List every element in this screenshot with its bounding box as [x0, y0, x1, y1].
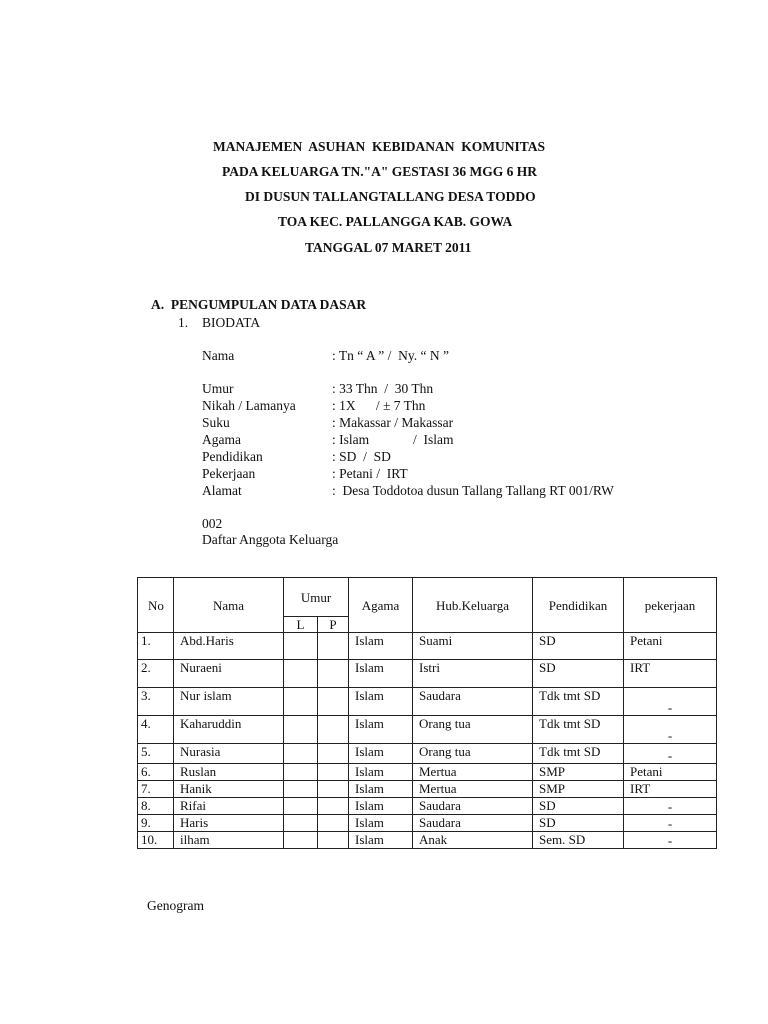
cell-umur-l [284, 798, 318, 815]
biodata-value: : Makassar / Makassar [332, 415, 454, 430]
header-l: L [284, 617, 318, 633]
cell-umur-p [318, 660, 349, 688]
title-line-3: DI DUSUN TALLANGTALLANG DESA TODDO [245, 189, 536, 204]
biodata-label: Agama [202, 432, 241, 447]
cell-umur-p [318, 815, 349, 832]
cell-no: 8. [138, 798, 174, 815]
table-row [138, 815, 717, 832]
cell-no: 5. [138, 744, 174, 764]
biodata-label: Nama [202, 348, 235, 363]
cell-umur-l [284, 764, 318, 781]
cell-umur-p [318, 832, 349, 849]
biodata-value: : Petani / IRT [332, 466, 408, 481]
header-p: P [318, 617, 349, 633]
cell-pendidikan: Tdk tmt SD [533, 716, 624, 744]
biodata-value: : SD / SD [332, 449, 391, 464]
biodata-value: : Islam / Islam [332, 432, 454, 447]
cell-umur-p [318, 764, 349, 781]
cell-pekerjaan: IRT [624, 781, 717, 798]
cell-pekerjaan: Petani [624, 764, 717, 781]
cell-agama: Islam [349, 633, 413, 660]
biodata-label: Umur [202, 381, 234, 396]
cell-umur-p [318, 716, 349, 744]
header-pendidikan: Pendidikan [533, 578, 624, 633]
title-line-2: PADA KELUARGA TN."A" GESTASI 36 MGG 6 HR [222, 164, 538, 179]
cell-agama: Islam [349, 798, 413, 815]
cell-umur-p [318, 781, 349, 798]
cell-hub-keluarga: Suami [413, 633, 533, 660]
cell-pendidikan: Tdk tmt SD [533, 688, 624, 716]
cell-agama: Islam [349, 815, 413, 832]
table-row [138, 688, 717, 716]
cell-hub-keluarga: Saudara [413, 815, 533, 832]
subsection-heading: BIODATA [202, 315, 261, 330]
genogram-label: Genogram [147, 898, 204, 913]
cell-no: 7. [138, 781, 174, 798]
cell-pendidikan: SD [533, 815, 624, 832]
subsection-number: 1. [178, 315, 189, 330]
section-heading: A. PENGUMPULAN DATA DASAR [151, 297, 367, 312]
table-row [138, 781, 717, 798]
cell-umur-p [318, 798, 349, 815]
header-pekerjaan: pekerjaan [624, 578, 717, 633]
cell-nama: Kaharuddin [174, 716, 284, 744]
cell-hub-keluarga: Istri [413, 660, 533, 688]
cell-pekerjaan: - [624, 688, 717, 716]
cell-nama: Haris [174, 815, 284, 832]
biodata-value: : 33 Thn / 30 Thn [332, 381, 434, 396]
cell-nama: Nuraeni [174, 660, 284, 688]
cell-no: 2. [138, 660, 174, 688]
cell-nama: Nurasia [174, 744, 284, 764]
cell-umur-p [318, 688, 349, 716]
title-line-1: MANAJEMEN ASUHAN KEBIDANAN KOMUNITAS [213, 139, 546, 154]
cell-agama: Islam [349, 832, 413, 849]
cell-pekerjaan: - [624, 744, 717, 764]
cell-no: 3. [138, 688, 174, 716]
cell-umur-l [284, 832, 318, 849]
cell-agama: Islam [349, 744, 413, 764]
cell-pendidikan: SMP [533, 764, 624, 781]
header-no: No [138, 578, 174, 633]
cell-nama: Nur islam [174, 688, 284, 716]
cell-umur-l [284, 633, 318, 660]
cell-nama: ilham [174, 832, 284, 849]
cell-hub-keluarga: Orang tua [413, 716, 533, 744]
cell-agama: Islam [349, 781, 413, 798]
table-row [138, 764, 717, 781]
cell-umur-l [284, 744, 318, 764]
table-row [138, 832, 717, 849]
biodata-label: Pekerjaan [202, 466, 256, 481]
cell-pekerjaan: - [624, 832, 717, 849]
cell-pekerjaan: - [624, 815, 717, 832]
cell-umur-l [284, 688, 318, 716]
cell-no: 10. [138, 832, 174, 849]
biodata-label: Suku [202, 415, 230, 430]
header-nama: Nama [174, 578, 284, 633]
cell-umur-l [284, 660, 318, 688]
cell-nama: Hanik [174, 781, 284, 798]
cell-agama: Islam [349, 660, 413, 688]
biodata-value: : Desa Toddotoa dusun Tallang Tallang RT 001/RW [332, 483, 614, 498]
table-row [138, 798, 717, 815]
cell-agama: Islam [349, 716, 413, 744]
cell-umur-p [318, 744, 349, 764]
cell-pendidikan: Tdk tmt SD [533, 744, 624, 764]
cell-hub-keluarga: Mertua [413, 764, 533, 781]
title-line-5: TANGGAL 07 MARET 2011 [305, 240, 472, 255]
cell-hub-keluarga: Orang tua [413, 744, 533, 764]
header-hub-keluarga: Hub.Keluarga [413, 578, 533, 633]
table-row [138, 660, 717, 688]
cell-pendidikan: SD [533, 660, 624, 688]
cell-pendidikan: SD [533, 633, 624, 660]
cell-umur-l [284, 716, 318, 744]
title-line-4: TOA KEC. PALLANGGA KAB. GOWA [278, 214, 513, 229]
cell-no: 1. [138, 633, 174, 660]
cell-umur-l [284, 781, 318, 798]
cell-no: 9. [138, 815, 174, 832]
cell-pendidikan: SD [533, 798, 624, 815]
biodata-label: Alamat [202, 483, 242, 498]
biodata-value: : 1X / ± 7 Thn [332, 398, 426, 413]
cell-pekerjaan: IRT [624, 660, 717, 688]
cell-agama: Islam [349, 688, 413, 716]
cell-umur-p [318, 633, 349, 660]
cell-hub-keluarga: Mertua [413, 781, 533, 798]
cell-hub-keluarga: Anak [413, 832, 533, 849]
cell-no: 4. [138, 716, 174, 744]
cell-pekerjaan: - [624, 798, 717, 815]
cell-nama: Rifai [174, 798, 284, 815]
address-continuation: 002 [202, 516, 223, 531]
cell-nama: Abd.Haris [174, 633, 284, 660]
biodata-label: Pendidikan [202, 449, 263, 464]
header-umur: Umur [284, 578, 349, 617]
cell-nama: Ruslan [174, 764, 284, 781]
cell-pendidikan: Sem. SD [533, 832, 624, 849]
cell-pendidikan: SMP [533, 781, 624, 798]
family-members-table [137, 577, 717, 849]
cell-pekerjaan: - [624, 716, 717, 744]
header-agama: Agama [349, 578, 413, 633]
cell-umur-l [284, 815, 318, 832]
family-list-label: Daftar Anggota Keluarga [202, 532, 339, 547]
biodata-label: Nikah / Lamanya [202, 398, 296, 413]
table-row [138, 633, 717, 660]
cell-pekerjaan: Petani [624, 633, 717, 660]
cell-no: 6. [138, 764, 174, 781]
biodata-value: : Tn “ A ” / Ny. “ N ” [332, 348, 449, 363]
cell-hub-keluarga: Saudara [413, 798, 533, 815]
cell-hub-keluarga: Saudara [413, 688, 533, 716]
table-row [138, 744, 717, 764]
cell-agama: Islam [349, 764, 413, 781]
table-row [138, 716, 717, 744]
